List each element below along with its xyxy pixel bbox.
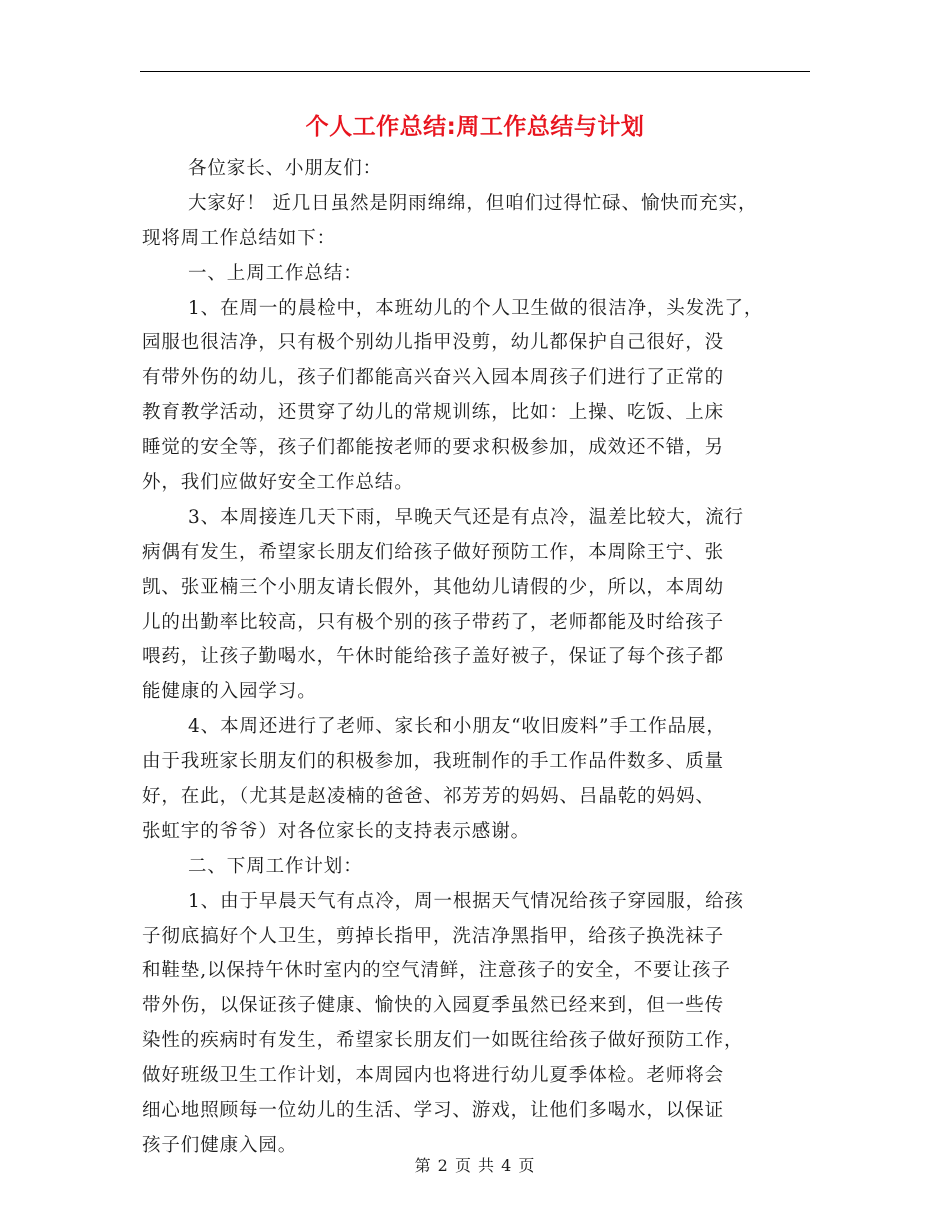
- text-line: 园服也很洁净，只有极个别幼儿指甲没剪，幼儿都保护自己很好，没: [142, 332, 725, 354]
- text-line: 有带外伤的幼儿，孩子们都能高兴奋兴入园本周孩子们进行了正常的: [142, 367, 725, 389]
- text-line: 染性的疾病时有发生，希望家长朋友们一如既往给孩子做好预防工作，: [142, 1030, 744, 1052]
- document-body: [142, 152, 812, 1164]
- text-line: 儿的出勤率比较高，只有极个别的孩子带药了，老师都能及时给孩子: [142, 611, 725, 633]
- page-footer: 第 2 页 共 4 页: [414, 1156, 536, 1175]
- text-line: 带外伤，以保证孩子健康、愉快的入园夏季虽然已经来到，但一些传: [142, 995, 725, 1017]
- header-rule: [140, 71, 810, 72]
- text-line: 1、在周一的晨检中，本班幼儿的个人卫生做的很洁净，头发洗了，: [188, 297, 764, 319]
- text-line: 3、本周接连几天下雨，早晚天气还是有点冷，温差比较大，流行: [188, 506, 744, 528]
- text-line: 睡觉的安全等，孩子们都能按老师的要求积极参加，成效还不错，另: [142, 437, 725, 459]
- text-line: 病偶有发生，希望家长朋友们给孩子做好预防工作，本周除王宁、张: [142, 541, 725, 563]
- text-line: 好，在此，（尤其是赵凌楠的爸爸、祁芳芳的妈妈、吕晶乾的妈妈、: [142, 786, 715, 808]
- text-line: 二、下周工作计划：: [188, 855, 363, 877]
- text-line: 大家好！ 近几日虽然是阴雨绵绵，但咱们过得忙碌、愉快而充实，: [188, 192, 758, 214]
- text-line: 细心地照顾每一位幼儿的生活、学习、游戏，让他们多喝水，以保证: [142, 1100, 725, 1122]
- text-line: 一、上周工作总结：: [188, 262, 363, 284]
- text-line: 外，我们应做好安全工作总结。: [142, 472, 414, 494]
- text-line: 和鞋垫,以保持午休时室内的空气清鲜，注意孩子的安全，不要让孩子: [142, 960, 731, 982]
- text-line: 凯、张亚楠三个小朋友请长假外，其他幼儿请假的少，所以，本周幼: [142, 576, 725, 598]
- text-line: 教育教学活动，还贯穿了幼儿的常规训练，比如：上操、吃饭、上床: [142, 402, 725, 424]
- text-line: 现将周工作总结如下：: [142, 227, 337, 249]
- document-title: 个人工作总结:周工作总结与计划: [305, 114, 645, 140]
- text-line: 各位家长、小朋友们：: [188, 158, 383, 179]
- text-line: 由于我班家长朋友们的积极参加，我班制作的手工作品件数多、质量: [142, 751, 725, 773]
- text-line: 喂药，让孩子勤喝水，午休时能给孩子盖好被子，保证了每个孩子都: [142, 646, 725, 668]
- text-line: 能健康的入园学习。: [142, 681, 317, 703]
- text-line: 做好班级卫生工作计划，本周园内也将进行幼儿夏季体检。老师将会: [142, 1065, 725, 1087]
- text-line: 子彻底搞好个人卫生，剪掉长指甲，洗洁净黑指甲，给孩子换洗袜子: [142, 925, 725, 947]
- text-line: 孩子们健康入园。: [142, 1134, 298, 1156]
- text-line: 张虹宇的爷爷）对各位家长的支持表示感谢。: [142, 820, 531, 842]
- text-line: 1、由于早晨天气有点冷，周一根据天气情况给孩子穿园服，给孩: [188, 890, 744, 912]
- text-line: 4、本周还进行了老师、家长和小朋友“收旧废料”手工作品展，: [188, 716, 726, 738]
